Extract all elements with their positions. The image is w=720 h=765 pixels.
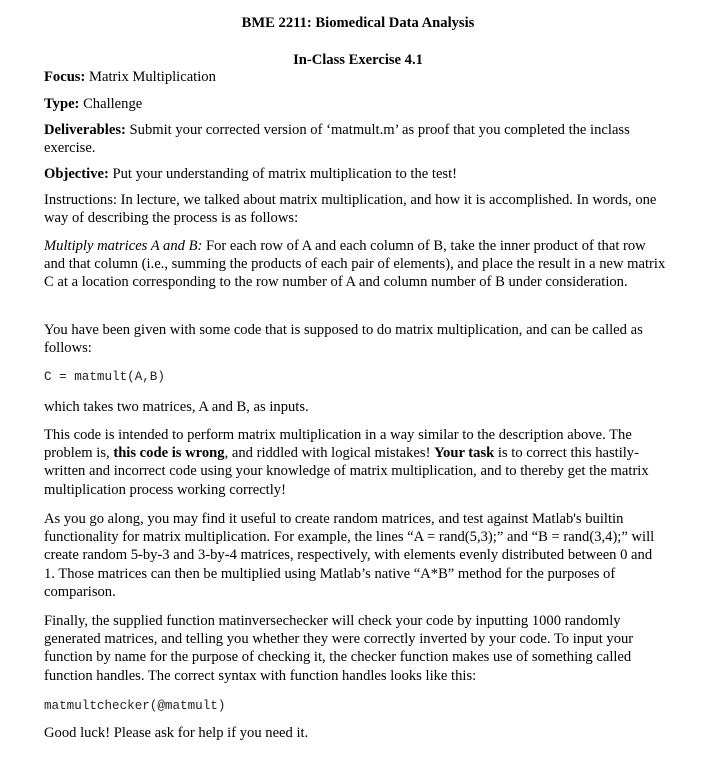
exercise-title: In-Class Exercise 4.1 bbox=[293, 52, 423, 68]
multiply-paragraph bbox=[44, 237, 666, 292]
focus-label: Focus: bbox=[44, 69, 86, 85]
multiply-label: Multiply matrices A and B: bbox=[44, 238, 203, 254]
type-label: Type: bbox=[44, 96, 80, 112]
focus-line bbox=[44, 68, 666, 86]
objective-value: Put your understanding of matrix multiplication to the test! bbox=[112, 166, 458, 182]
objective-line bbox=[44, 165, 666, 183]
intent-bold-task: Your task bbox=[434, 445, 495, 462]
deliverables-label: Deliverables: bbox=[44, 122, 126, 138]
course-title: BME 2211: Biomedical Data Analysis bbox=[241, 15, 475, 31]
intent-text-2: , and riddled with logical mistakes! bbox=[224, 445, 431, 462]
intent-text-3: is to correct this hastily-written and incorrect code using your knowledge of matrix multiplication, and to thereby get the matrix multiplication process working correctly! bbox=[44, 445, 649, 498]
intent-bold-wrong: this code is wrong bbox=[113, 445, 225, 462]
code-checker-example: matmultchecker(@matmult) bbox=[44, 699, 226, 713]
type-line bbox=[44, 95, 666, 113]
focus-value: Matrix Multiplication bbox=[89, 69, 216, 85]
instructions-paragraph: Instructions: In lecture, we talked about matrix multiplication, and how it is accomplished. In words, one way of describing the process is as follows: bbox=[44, 192, 657, 227]
intent-paragraph bbox=[44, 426, 666, 499]
given-code-paragraph: You have been given with some code that is supposed to do matrix multiplication, and can be called as follows: bbox=[44, 322, 643, 357]
deliverables-value: Submit your corrected version of ‘matmult.m’ as proof that you completed the inclass exercise. bbox=[44, 122, 630, 157]
objective-label: Objective: bbox=[44, 166, 109, 182]
takes-paragraph: which takes two matrices, A and B, as inputs. bbox=[44, 399, 309, 415]
closing-line: Good luck! Please ask for help if you need it. bbox=[44, 725, 309, 741]
intent-text-1: This code is intended to perform matrix multiplication in a way similar to the description above. The problem is, bbox=[44, 427, 632, 462]
finally-paragraph: Finally, the supplied function matinversechecker will check your code by inputting 1000 randomly generated matrices, and telling you whether they were correctly inverted by your code. To input your function by name for the purpose of checking it, the checker function makes use of something called function handles. The correct syntax with function handles looks like this: bbox=[44, 613, 634, 684]
type-value: Challenge bbox=[83, 96, 143, 112]
random-paragraph: As you go along, you may find it useful to create random matrices, and test against Matlab's builtin functionality for matrix multiplication. For example, the lines “A = rand(5,3);” and “B = rand(3,4);” will create random 5-by-3 and 3-by-4 matrices, respectively, with elements evenly distributed between 0 and 1. Those matrices can then be multiplied using Matlab’s native “A*B” method for the purposes of comparison. bbox=[44, 511, 655, 600]
code-call-example: C = matmult(A,B) bbox=[44, 370, 165, 384]
deliverables-paragraph bbox=[44, 121, 666, 157]
multiply-value: For each row of A and each column of B, take the inner product of that row and that column (i.e., summing the products of each pair of elements), and place the result in a new matrix C at a location corresponding to the row number of A and column number of B under consideration. bbox=[44, 238, 666, 291]
